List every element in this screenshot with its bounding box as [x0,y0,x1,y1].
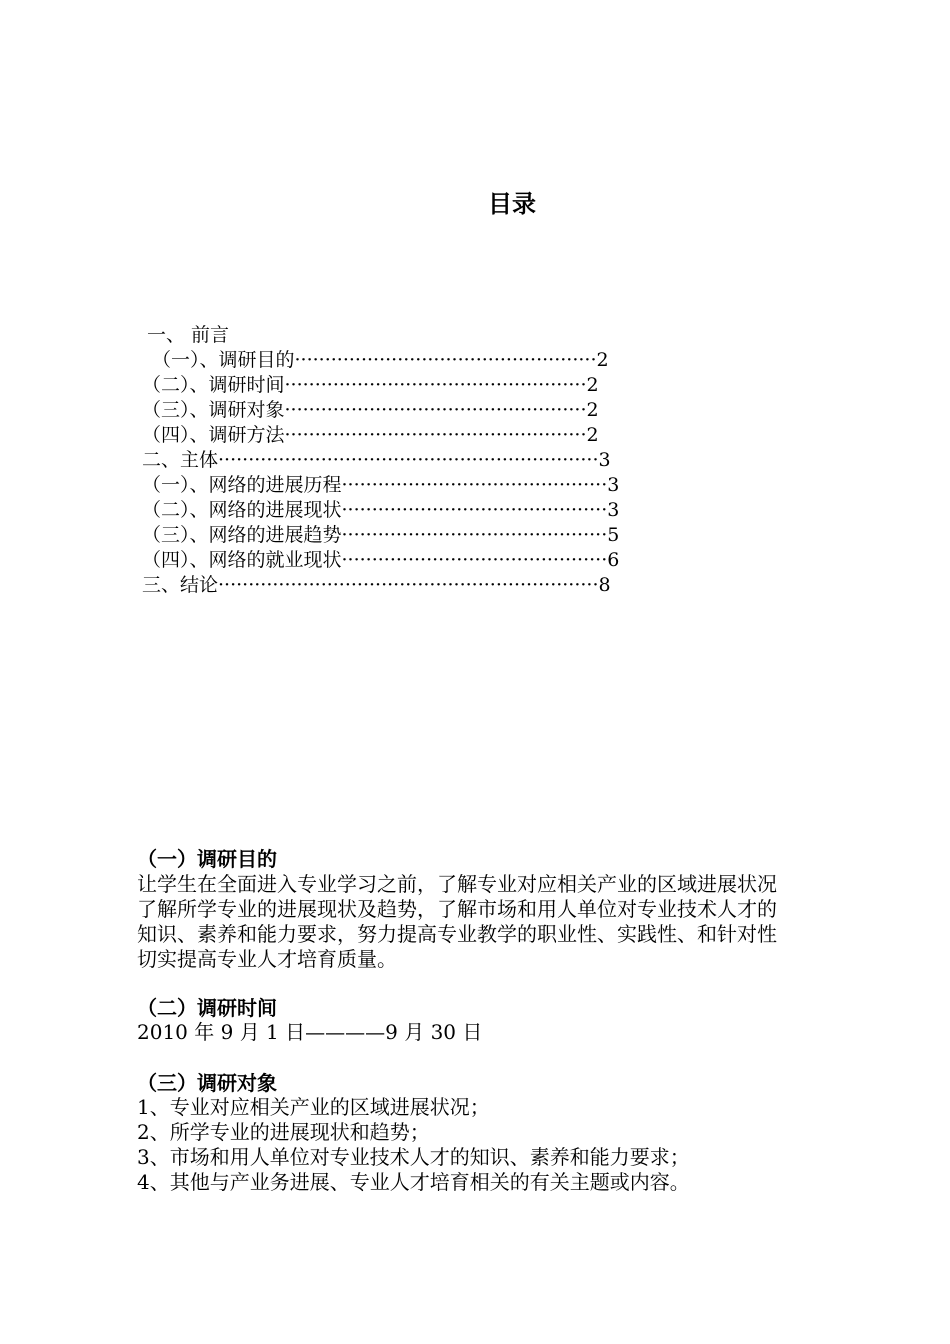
toc-entry-label: （四）、调研方法 [142,424,285,446]
toc-entry-dots: ············································ [341,549,608,571]
toc-entry [142,373,599,398]
toc-entry-page: 2 [586,424,599,446]
toc-entry [142,473,619,498]
toc-entry-page: 2 [586,399,599,421]
toc-entry-page: 2 [586,374,599,396]
toc-entry-label: 三、结论 [142,574,219,596]
toc-entry-dots: ······························································· [218,574,599,596]
toc-entry-label: （三）、调研对象 [142,399,285,421]
toc-entry-page: 2 [596,349,609,371]
toc-entry-dots: ·················································· [284,374,587,396]
list-item: 1、专业对应相关产业的区域进展状况； [137,1095,490,1119]
toc-entry-label: （二）、网络的进展现状 [142,499,342,521]
toc-entry-dots: ············································ [341,524,608,546]
toc-entry [142,423,599,448]
toc-entry-label: （三）、网络的进展趋势 [142,524,342,546]
toc-entry-label: （二）、调研时间 [142,374,285,396]
section-heading: （三）调研对象 [137,1071,277,1095]
toc-entry [142,398,599,423]
toc-entry [142,498,619,523]
toc-entry [142,573,611,598]
toc-entry-label: （四）、网络的就业现状 [142,549,342,571]
toc-entry-dots: ············································ [341,499,608,521]
list-item: 4、其他与产业务进展、专业人才培育相关的有关主题或内容。 [137,1170,690,1194]
section-heading: （二）调研时间 [137,996,277,1020]
toc-entry-dots: ······························································· [218,449,599,471]
toc-entry [142,548,619,573]
paragraph-line: 了解所学专业的进展现状及趋势，了解市场和用人单位对专业技术人才的 [137,897,777,921]
toc-entry-page: 3 [607,474,620,496]
toc-entry-label: 二、主体 [142,449,219,471]
toc-entry-dots: ············································ [341,474,608,496]
toc-entry-page: 3 [598,449,611,471]
paragraph-line: 切实提高专业人才培育质量。 [137,947,397,971]
section-heading: （一）调研目的 [137,847,277,871]
toc-entry [142,523,619,548]
list-item: 3、市场和用人单位对专业技术人才的知识、素养和能力要求； [137,1145,690,1169]
toc-entry-label: （一）、网络的进展历程 [142,474,342,496]
toc-entry-page: 6 [607,549,620,571]
toc-entry-dots: ·················································· [294,349,597,371]
toc-entry-label: 一、 前言 [147,324,230,346]
toc-entry-page: 8 [598,574,611,596]
toc-entry-dots: ·················································· [284,424,587,446]
list-item: 2、所学专业的进展现状和趋势； [137,1120,430,1144]
toc-entry [142,448,611,473]
toc-entry-label: （一）、调研目的 [152,349,295,371]
paragraph-line: 2010 年 9 月 1 日————9 月 30 日 [137,1020,483,1044]
toc-entry-page: 3 [607,499,620,521]
toc-entry [152,348,609,373]
paragraph-line: 知识、素养和能力要求，努力提高专业教学的职业性、实践性、和针对性 [137,922,777,946]
toc-entry-dots: ·················································· [284,399,587,421]
toc-title: 目录 [488,190,536,218]
toc-entry-page: 5 [607,524,620,546]
paragraph-line: 让学生在全面进入专业学习之前，了解专业对应相关产业的区域进展状况 [137,872,777,896]
toc-entry [147,323,229,348]
